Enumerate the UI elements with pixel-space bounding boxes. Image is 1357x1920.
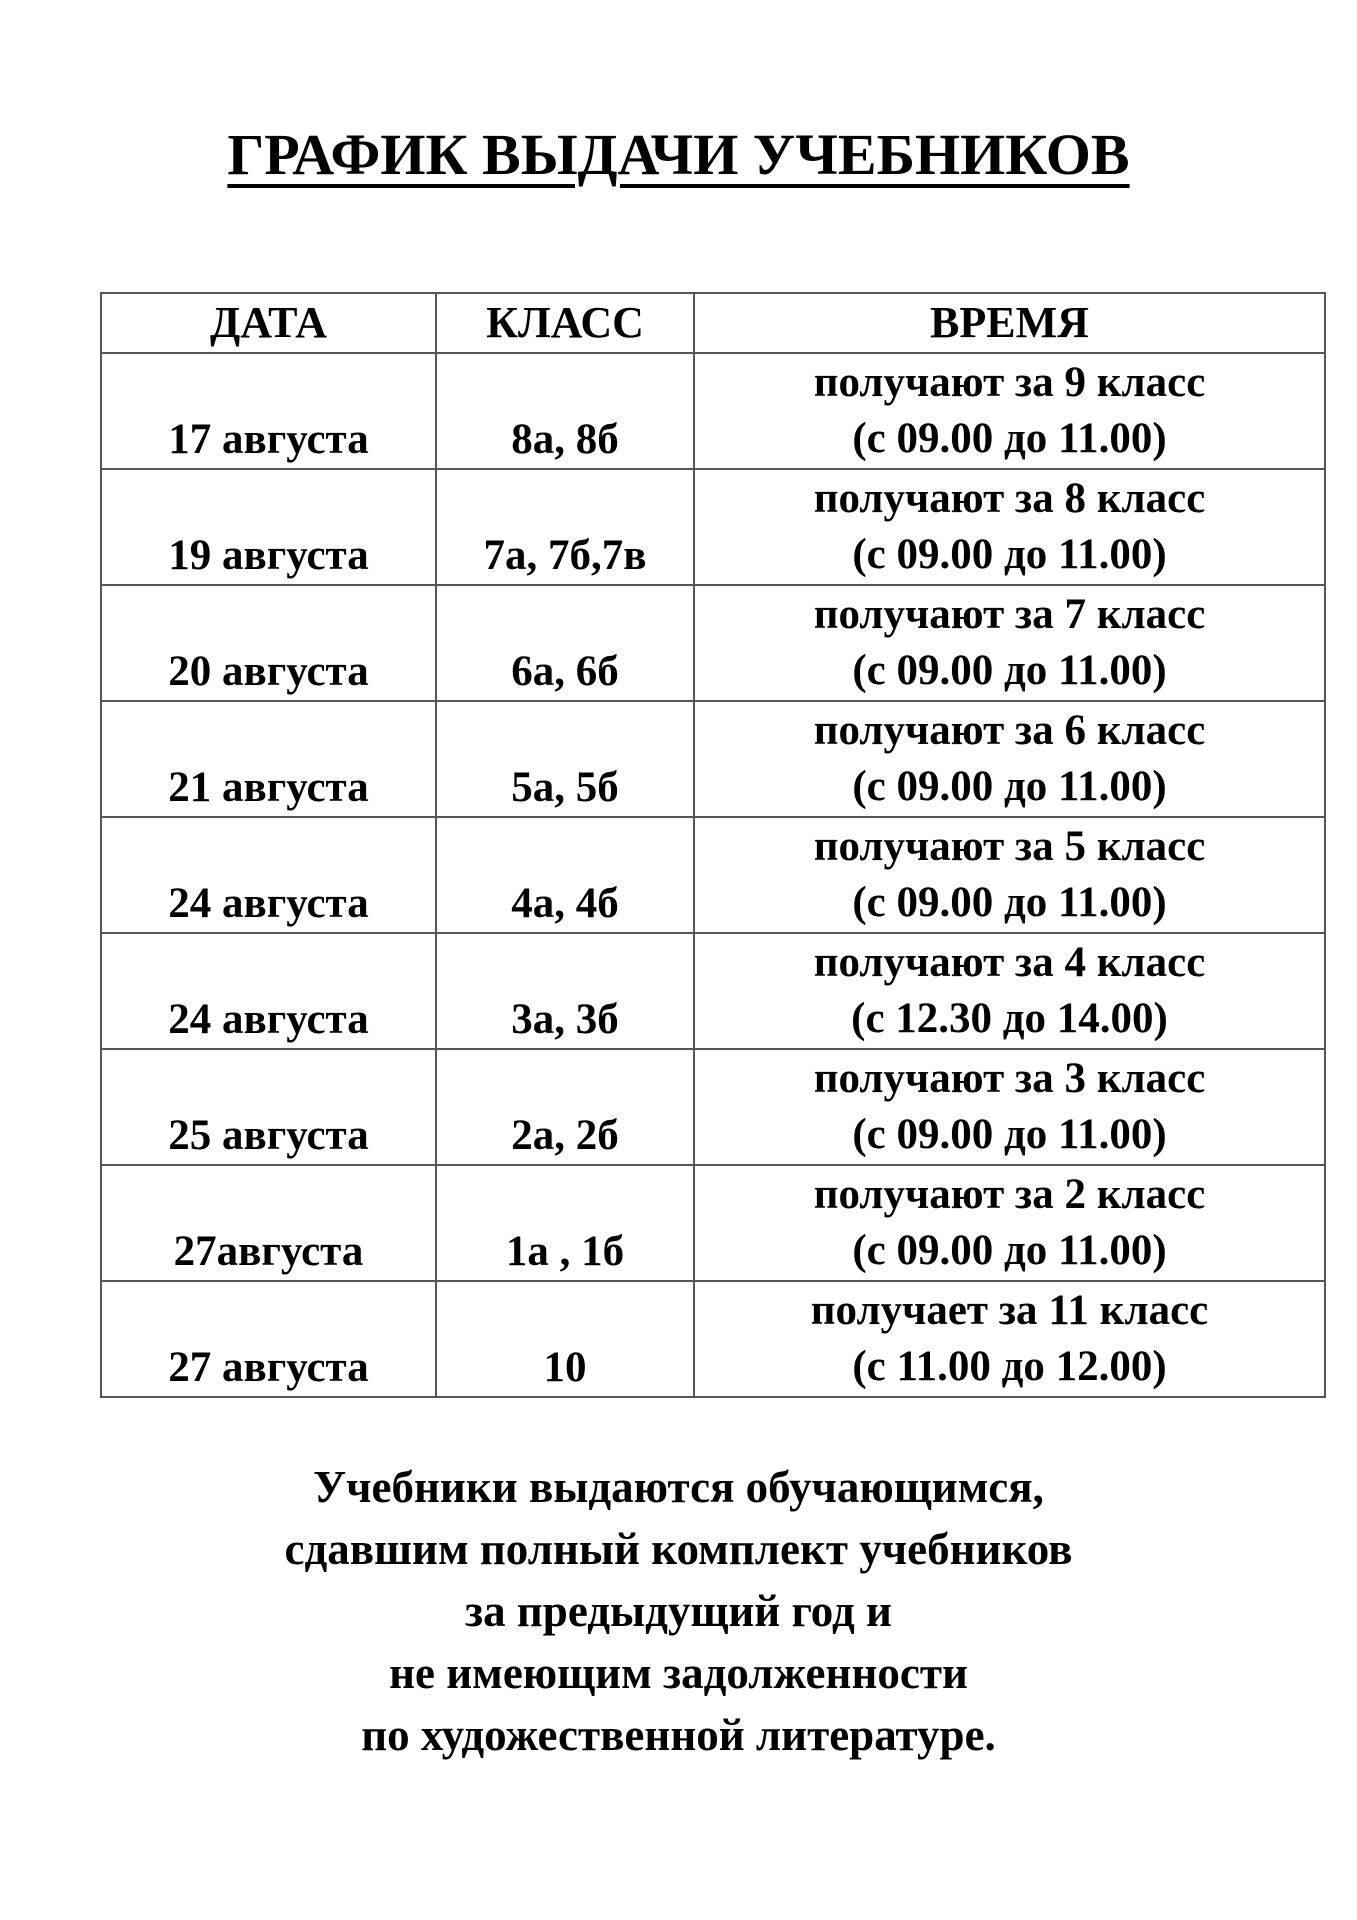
table-row — [101, 1281, 1325, 1397]
header-date: ДАТА — [101, 293, 436, 353]
note-line: за предыдущий год и — [465, 1586, 892, 1636]
row-time-label: получает за 11 класс — [810, 1287, 1209, 1334]
row-date: 19 августа — [101, 469, 436, 585]
table-row — [101, 353, 1325, 469]
table-header-row — [101, 293, 1325, 353]
row-time — [694, 701, 1325, 817]
row-time-label: получают за 5 класс — [813, 823, 1206, 870]
note-line: Учебники выдаются обучающимся, — [313, 1462, 1044, 1512]
row-date: 17 августа — [101, 353, 436, 469]
row-class: 3а, 3б — [436, 933, 694, 1049]
row-date: 27 августа — [101, 1281, 436, 1397]
table-row — [101, 817, 1325, 933]
row-time-label: получают за 6 класс — [813, 707, 1206, 754]
table-row — [101, 1165, 1325, 1281]
table-row — [101, 1049, 1325, 1165]
row-time-range: (с 09.00 до 11.00) — [852, 1111, 1167, 1158]
row-time-range: (с 09.00 до 11.00) — [852, 879, 1167, 926]
table-row — [101, 701, 1325, 817]
row-date: 25 августа — [101, 1049, 436, 1165]
row-time — [694, 1049, 1325, 1165]
table-row — [101, 933, 1325, 1049]
row-time — [694, 585, 1325, 701]
row-class: 8а, 8б — [436, 353, 694, 469]
page-title — [0, 120, 1357, 190]
row-time — [694, 469, 1325, 585]
row-date: 21 августа — [101, 701, 436, 817]
row-time — [694, 933, 1325, 1049]
row-class: 4а, 4б — [436, 817, 694, 933]
row-time-label: получают за 3 класс — [813, 1055, 1206, 1102]
row-time-range: (с 12.30 до 14.00) — [851, 995, 1168, 1042]
note-line: сдавшим полный комплект учебников — [284, 1524, 1073, 1574]
page-title-text: ГРАФИК ВЫДАЧИ УЧЕБНИКОВ — [227, 122, 1130, 187]
note-line: не имеющим задолженности — [389, 1648, 968, 1698]
table-row — [101, 585, 1325, 701]
schedule-table — [100, 292, 1326, 1398]
note-line: по художественной литературе. — [361, 1710, 996, 1760]
row-time-range: (с 09.00 до 11.00) — [852, 415, 1167, 462]
row-time-range: (с 09.00 до 11.00) — [852, 1227, 1167, 1274]
row-time-label: получают за 4 класс — [813, 939, 1206, 986]
row-class: 10 — [436, 1281, 694, 1397]
row-time-label: получают за 2 класс — [813, 1171, 1206, 1218]
issuance-note — [0, 1456, 1357, 1766]
row-date: 20 августа — [101, 585, 436, 701]
row-class: 1а , 1б — [436, 1165, 694, 1281]
row-date: 24 августа — [101, 817, 436, 933]
row-time-range: (с 11.00 до 12.00) — [852, 1343, 1167, 1390]
row-time-label: получают за 8 класс — [813, 475, 1206, 522]
row-class: 7а, 7б,7в — [436, 469, 694, 585]
row-time-range: (с 09.00 до 11.00) — [852, 763, 1167, 810]
row-time — [694, 353, 1325, 469]
table-row — [101, 469, 1325, 585]
row-date: 24 августа — [101, 933, 436, 1049]
row-time-label: получают за 9 класс — [813, 359, 1206, 406]
row-time-label: получают за 7 класс — [813, 591, 1206, 638]
row-time-range: (с 09.00 до 11.00) — [852, 531, 1167, 578]
row-class: 5а, 5б — [436, 701, 694, 817]
row-date: 27августа — [101, 1165, 436, 1281]
header-time: ВРЕМЯ — [694, 293, 1325, 353]
row-class: 2а, 2б — [436, 1049, 694, 1165]
row-class: 6а, 6б — [436, 585, 694, 701]
row-time-range: (с 09.00 до 11.00) — [852, 647, 1167, 694]
row-time — [694, 817, 1325, 933]
header-class: КЛАСС — [436, 293, 694, 353]
row-time — [694, 1281, 1325, 1397]
row-time — [694, 1165, 1325, 1281]
